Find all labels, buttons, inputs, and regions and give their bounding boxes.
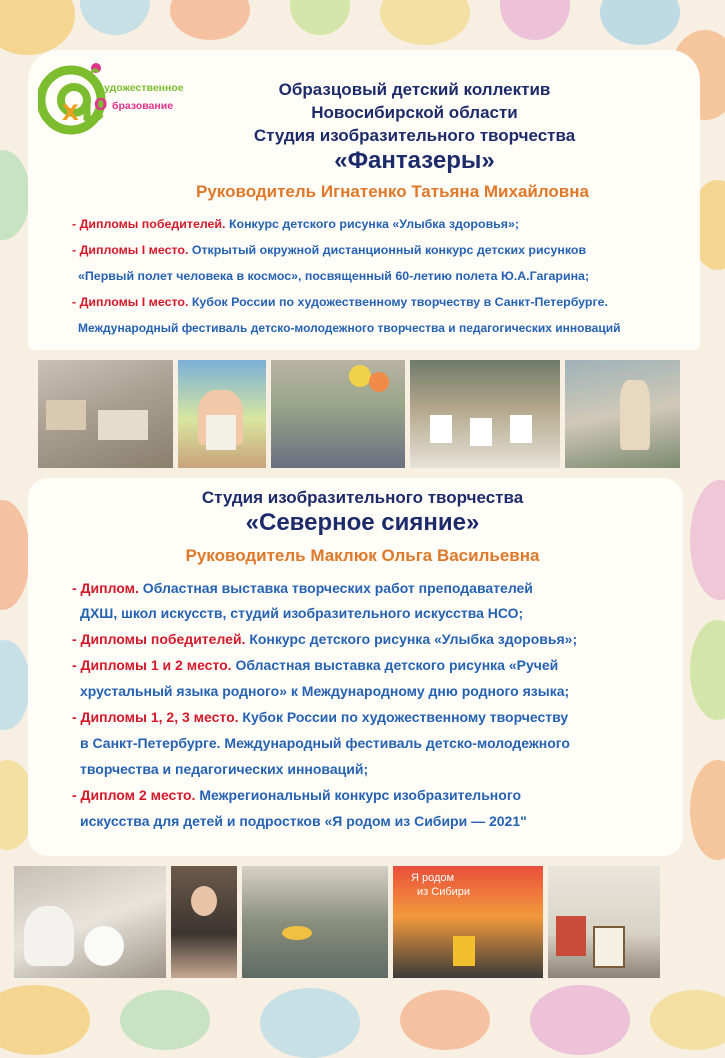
section-2-item: - Дипломы победителей. Конкурс детского рисунка «Улыбка здоровья»; [72,631,578,647]
girl-with-diploma-photo [178,360,266,468]
section-1-leader: Руководитель Игнатенко Татьяна Михайловна [196,182,589,201]
section-1-item: - Дипломы победителей. Конкурс детского рисунка «Улыбка здоровья»; [72,217,520,231]
section-2-item: - Диплом 2 место. Межрегиональный конкурс изобразительного [72,787,522,803]
section-1-item: - Дипломы I место. Кубок России по художественному творчеству в Санкт-Петербурге. [72,295,608,309]
section-1-item: «Первый полет человека в космос», посвященный 60-летию полета Ю.А.Гагарина; [78,269,590,283]
photo-strip-2 [14,866,660,978]
girl-with-award-photo [171,866,237,978]
section-2-item: в Санкт-Петербурге. Международный фестиваль детско-молодежного [80,735,570,751]
section-1-title-line-3: Студия изобразительного творчества [253,126,576,145]
section-2-item: искусства для детей и подростков «Я родом из Сибири — 2021" [80,813,527,829]
logo-line-2: бразование [112,100,174,112]
section-2-item: хрустальный языка родного» к Международному дню родного языка; [80,683,570,699]
section-2-item: творчества и педагогических инноваций; [80,761,369,777]
logo-line-1: удожественное [104,82,184,94]
section-1-item: - Дипломы I место. Открытый окружной дистанционный конкурс детских рисунков [72,243,587,257]
sculpture-class-photo [14,866,166,978]
section-1-title-line-2: Новосибирской области [311,103,518,122]
classroom-photo [38,360,173,468]
teacher-classroom-photo [565,360,680,468]
section-2-item: ДХШ, школ искусств, студий изобразительного искусства НСО; [80,605,524,621]
section-2-item: - Диплом. Областная выставка творческих работ преподавателей [72,580,533,596]
exhibition-sign-line-2: из Сибири [417,886,471,898]
exhibition-paintings-photo [548,866,660,978]
group-with-balloons-photo [271,360,405,468]
children-with-diplomas-photo [410,360,560,468]
section-1-title-line-1: Образцовый детский коллектив [278,80,551,99]
photo-strip-1 [38,360,680,468]
section-2-item: - Дипломы 1, 2, 3 место. Кубок России по художественному творчеству [72,709,569,725]
section-1-studio-name: «Фантазеры» [334,147,495,174]
section-1-item: Международный фестиваль детско-молодежного творчества и педагогических инноваций [78,321,621,335]
section-2-title-line-1: Студия изобразительного творчества [201,488,524,507]
logo-letter-o: о [94,90,108,115]
section-2-leader: Руководитель Маклюк Ольга Васильевна [185,546,540,565]
section-2-item: - Дипломы 1 и 2 место. Областная выставка детского рисунка «Ручей [72,657,559,673]
section-2-studio-name: «Северное сияние» [245,509,480,536]
boy-with-certificate-photo [393,866,543,978]
exhibition-sign-line-1: Я родом [411,872,455,884]
group-with-cake-photo [242,866,388,978]
logo-letter-x: х [62,94,79,127]
